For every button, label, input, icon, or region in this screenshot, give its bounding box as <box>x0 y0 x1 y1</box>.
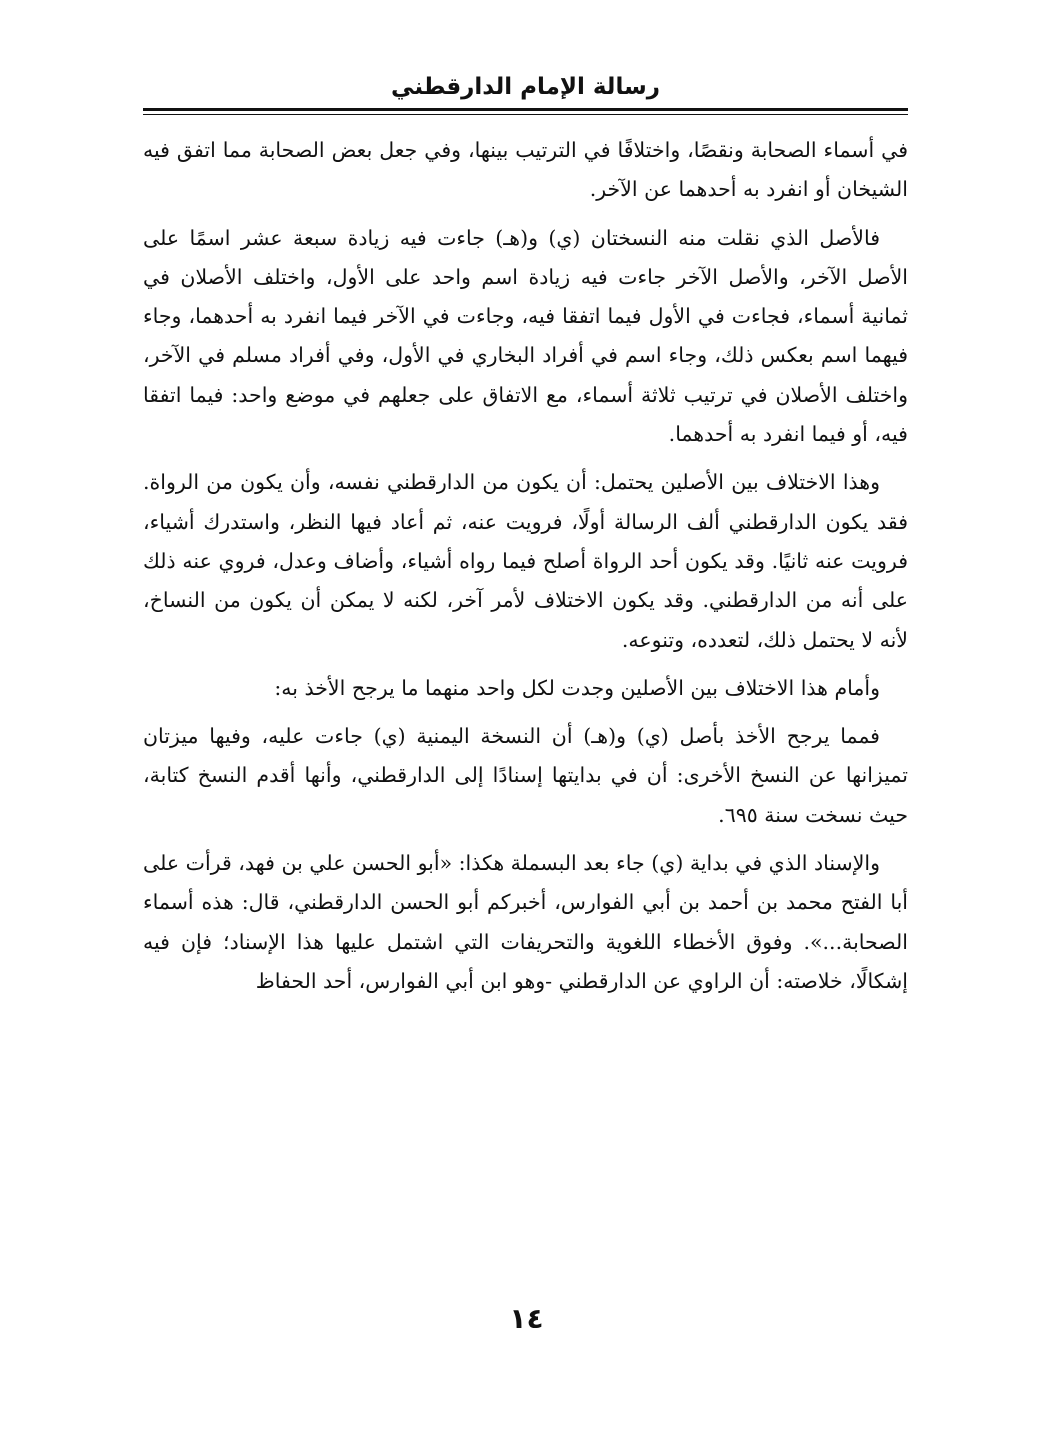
paragraph: والإسناد الذي في بداية (ي) جاء بعد البسملة هكذا: «أبو الحسن علي بن فهد، قرأت على أبا الفتح محمد بن أحمد بن أبي الفوارس، أخبركم أبو الحسن الدارقطني، قال: هذه أسماء الصحابة...». وفوق الأخطاء اللغوية والتحريفات التي اشتمل عليها هذا الإسناد؛ فإن فيه إشكالًا، خلاصته: أن الراوي عن الدارقطني -وهو ابن أبي الفوارس، أحد الحفاظ <box>143 851 908 993</box>
document-page <box>143 70 908 1010</box>
paragraph: فمما يرجح الأخذ بأصل (ي) و(هـ) أن النسخة اليمنية (ي) جاءت عليه، وفيها ميزتان تميزانها عن النسخ الأخرى: أن في بدايتها إسنادًا إلى الدارقطني، وأنها أقدم النسخ كتابة، حيث نسخت سنة ٦٩٥. <box>143 724 908 827</box>
paragraph: فالأصل الذي نقلت منه النسختان (ي) و(هـ) جاءت فيه زيادة سبعة عشر اسمًا على الأصل الآخر، والأصل الآخر جاءت فيه زيادة اسم واحد على الأول، واختلف الأصلان في ثمانية أسماء، فجاءت في الأول فيما اتفقا فيه، وجاءت في الآخر فيما انفرد به أحدهما، وجاء فيهما اسم بعكس ذلك، وجاء اسم في أفراد البخاري في الأول، وفي أفراد مسلم في الآخر، واختلف الأصلان في ترتيب ثلاثة أسماء، مع الاتفاق على جعلهم في موضع واحد: فيما اتفقا فيه، أو فيما انفرد به أحدهما. <box>143 225 908 447</box>
body-text <box>143 131 908 1001</box>
page-number: ١٤ <box>509 1302 544 1335</box>
running-header-title: رسالة الإمام الدارقطني <box>391 74 660 100</box>
paragraph: وأمام هذا الاختلاف بين الأصلين وجدت لكل واحد منهما ما يرجح الأخذ به: <box>274 675 880 700</box>
header-rule-thick <box>143 108 908 111</box>
paragraph-continuation: في أسماء الصحابة ونقصًا، واختلافًا في الترتيب بينها، وفي جعل بعض الصحابة مما اتفق فيه الشيخان أو انفرد به أحدهما عن الآخر. <box>143 138 908 202</box>
header-rule-thin <box>143 114 908 115</box>
paragraph: وهذا الاختلاف بين الأصلين يحتمل: أن يكون من الدارقطني نفسه، وأن يكون من الرواة. فقد يكون الدارقطني ألف الرسالة أولًا، فرويت عنه، ثم أعاد فيها النظر، واستدرك أشياء، فرويت عنه ثانيًا. وقد يكون أحد الرواة أصلح فيما رواه أشياء، وأضاف وعدل، فروي عنه ذلك على أنه من الدارقطني. وقد يكون الاختلاف لأمر آخر، لكنه لا يمكن أن يكون من النساخ، لأنه لا يحتمل ذلك، لتعدده، وتنوعه. <box>143 470 908 652</box>
